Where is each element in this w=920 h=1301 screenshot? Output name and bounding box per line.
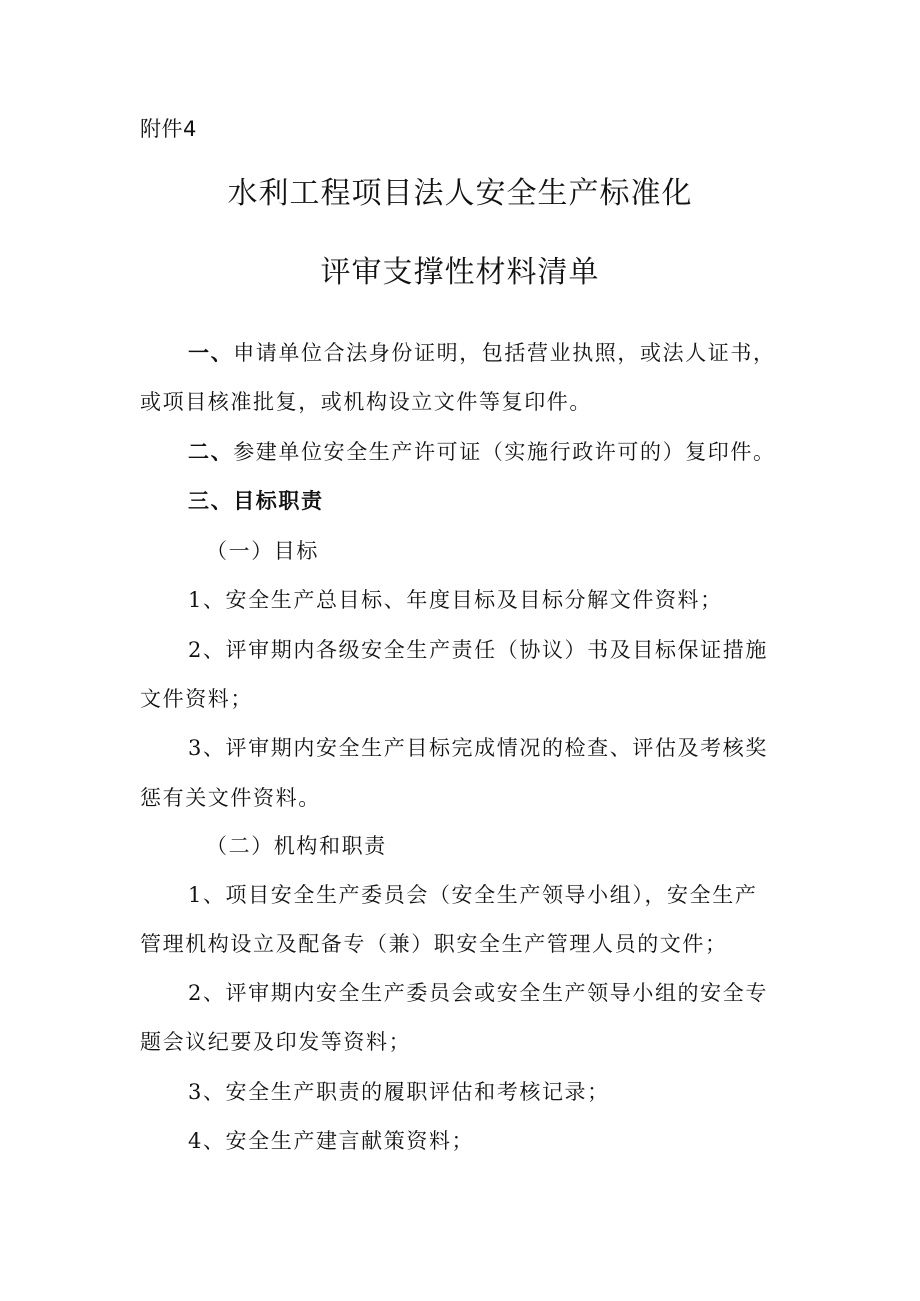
subsection-2-item-2-line-2: 题会议纪要及印发等资料； [140,1030,412,1054]
section-1-text: 申请单位合法身份证明，包括营业执照，或法人证书， [233,341,776,365]
section-2-number: 二、 [188,440,234,464]
document-title-line-1: 水利工程项目法人安全生产标准化 [227,176,693,211]
section-1-line-2: 或项目核准批复，或机构设立文件等复印件。 [140,390,592,414]
subsection-1-item-2-line-2: 文件资料； [140,687,253,711]
attachment-label: 附件4 [140,117,197,141]
document-title-line-2: 评审支撑性材料清单 [320,255,600,290]
subsection-2-item-1-line-1: 1、项目安全生产委员会（安全生产领导小组），安全生产 [188,883,758,907]
subsection-2-item-1-line-2: 管理机构设立及配备专（兼）职安全生产管理人员的文件； [140,932,728,956]
subsection-2-heading: （二）机构和职责 [206,834,387,858]
subsection-1-item-3-line-1: 3、评审期内安全生产目标完成情况的检查、评估及考核奖 [188,736,768,760]
subsection-2-item-4: 4、安全生产建言献策资料； [188,1129,475,1153]
subsection-1-heading: （一）目标 [206,539,319,563]
section-2-line-1 [188,437,776,467]
section-1-line-1 [188,338,776,368]
subsection-1-item-1: 1、安全生产总目标、年度目标及目标分解文件资料； [188,588,723,612]
section-1-number: 一、 [188,341,234,365]
subsection-1-item-2-line-1: 2、评审期内各级安全生产责任（协议）书及目标保证措施 [188,638,768,662]
subsection-2-item-2-line-1: 2、评审期内安全生产委员会或安全生产领导小组的安全专 [188,981,768,1005]
section-3-heading: 三、目标职责 [188,489,324,513]
subsection-2-item-3: 3、安全生产职责的履职评估和考核记录； [188,1080,610,1104]
subsection-1-item-3-line-2: 惩有关文件资料。 [140,786,321,810]
section-2-text: 参建单位安全生产许可证（实施行政许可的）复印件。 [233,440,776,464]
